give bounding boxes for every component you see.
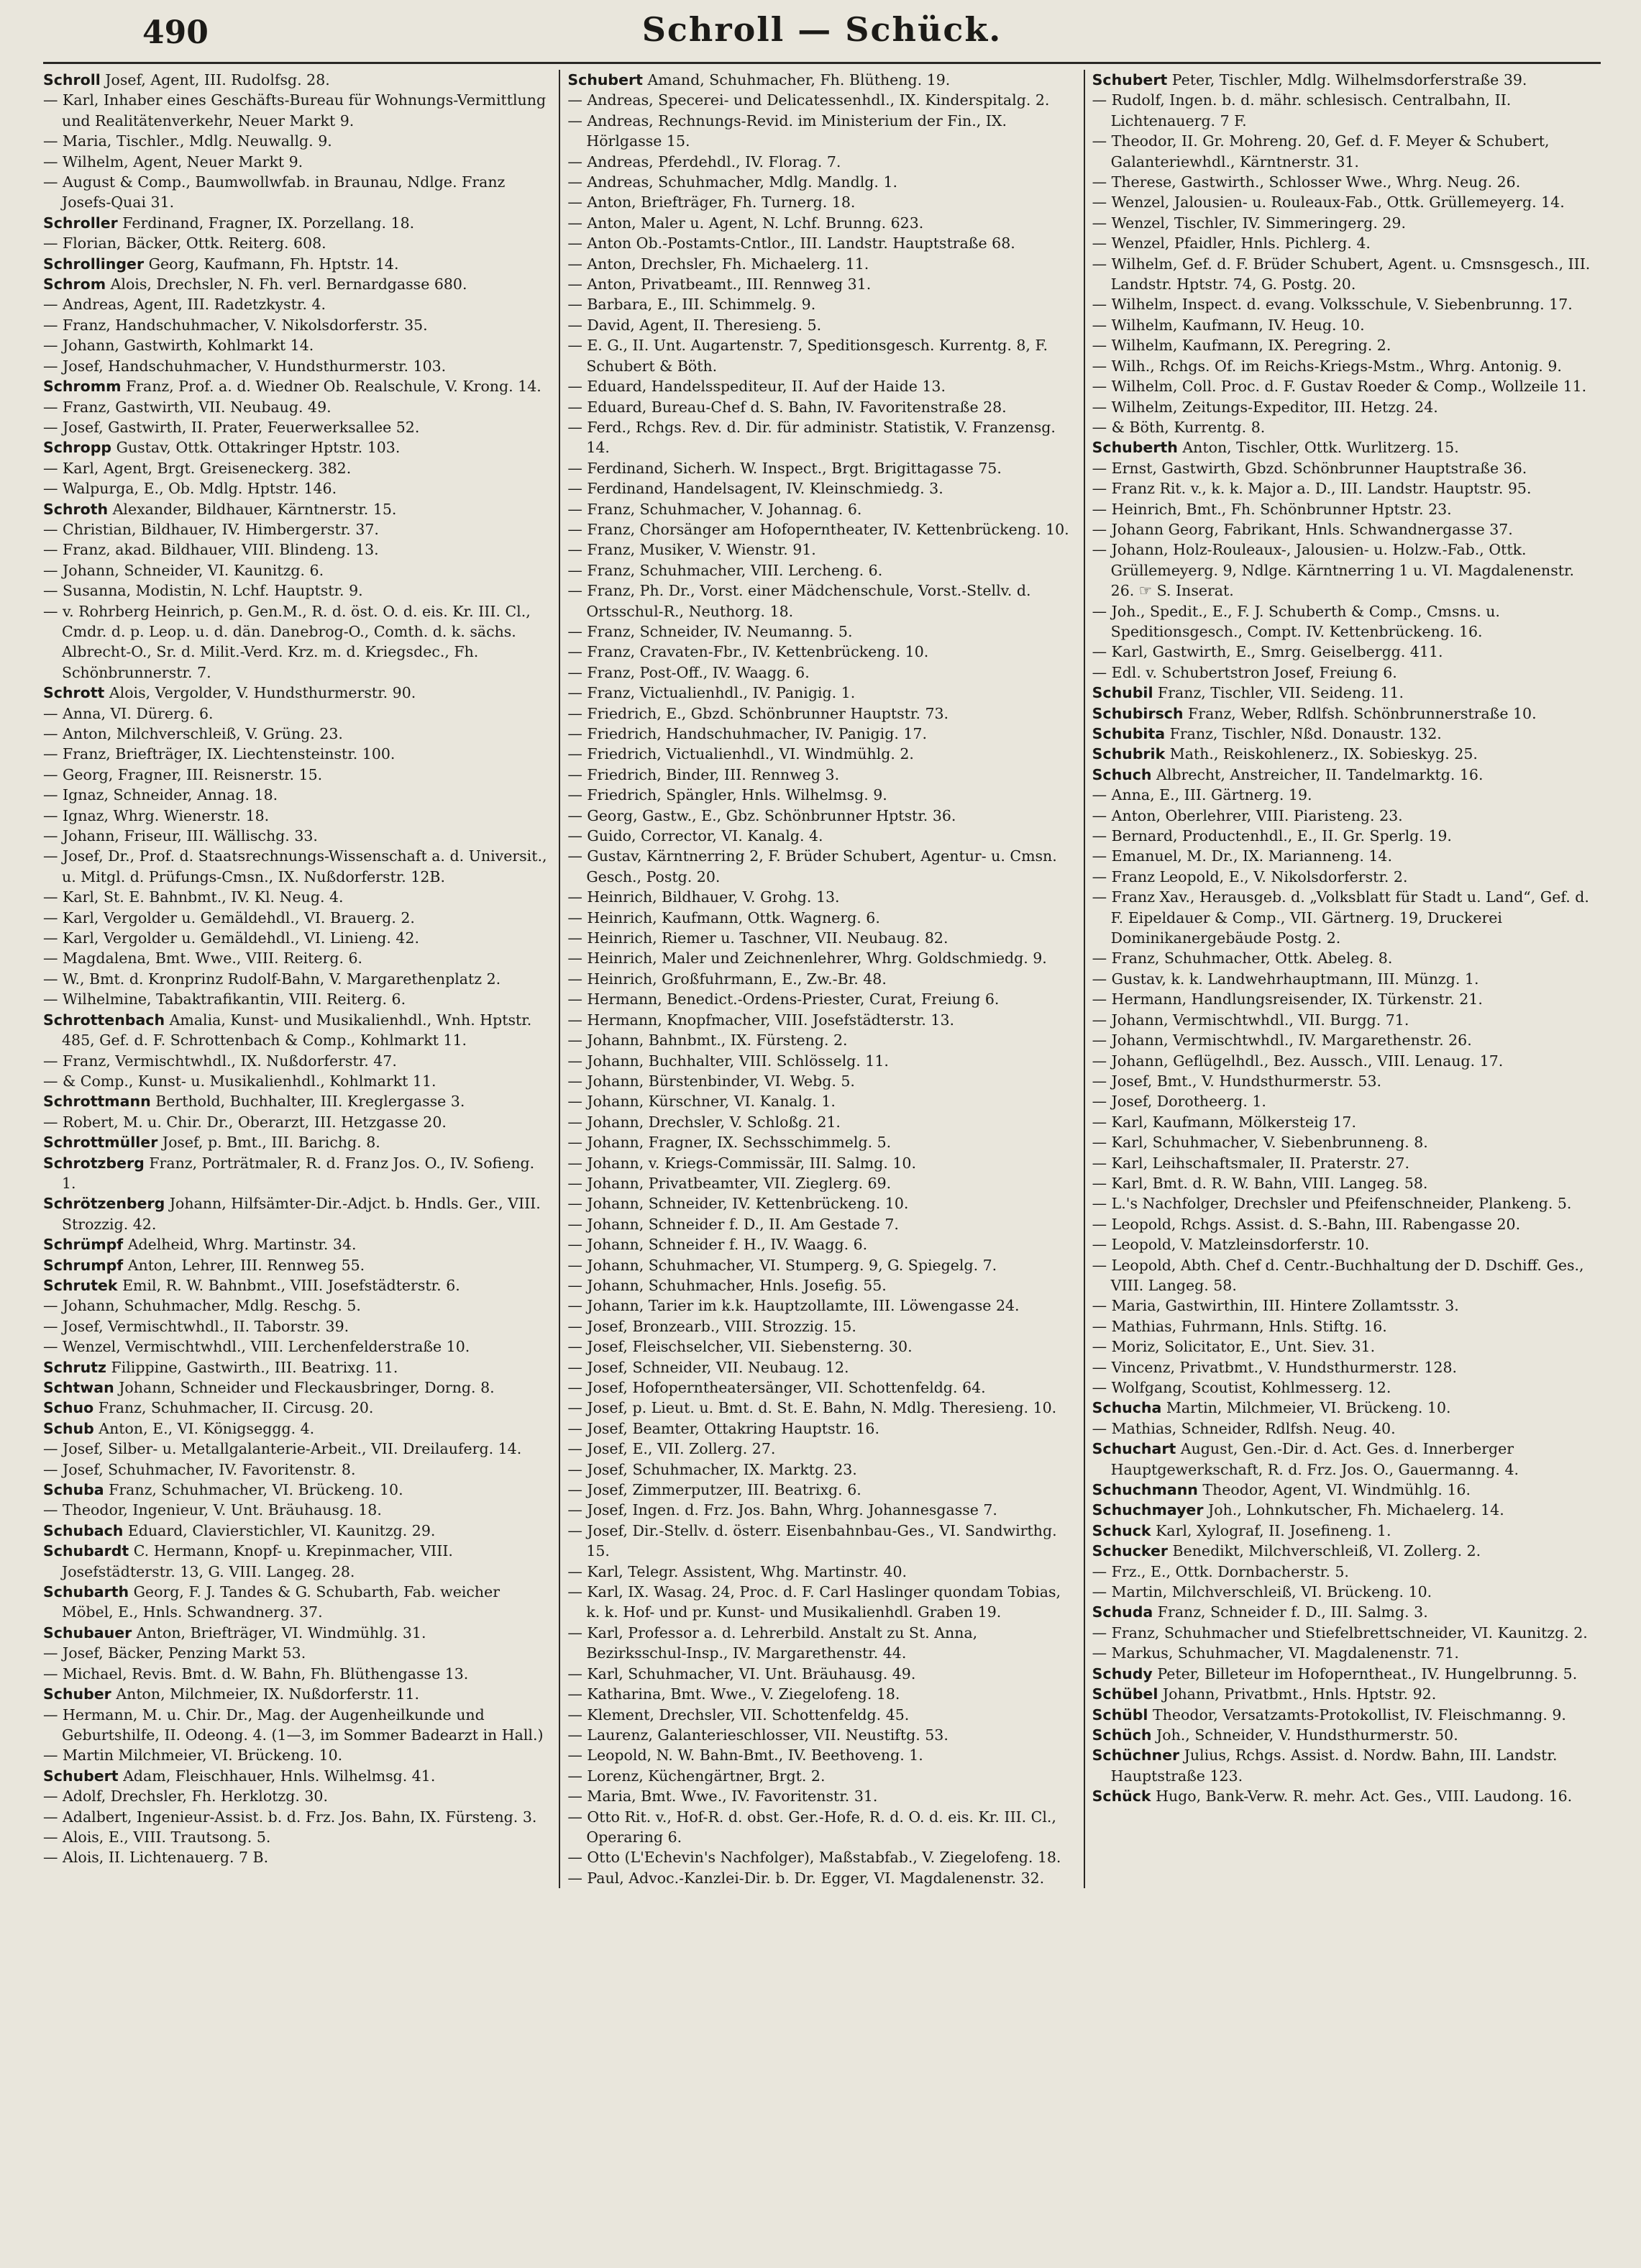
directory-entry: — E. G., II. Unt. Augartenstr. 7, Speditionsgesch. Kurrentg. 8, F. Schubert & Böth. bbox=[567, 337, 1048, 375]
directory-entry: — Frz., E., Ottk. Dornbacherstr. 5. bbox=[1092, 1562, 1349, 1580]
directory-entry: — Wilhelm, Zeitungs-Expeditor, III. Hetzg. 24. bbox=[1092, 398, 1438, 416]
directory-entry: Schroller Ferdinand, Fragner, IX. Porzellang. 18. bbox=[43, 214, 415, 232]
directory-entry: — Franz Leopold, E., V. Nikolsdorferstr. 2. bbox=[1092, 867, 1408, 885]
directory-entry: — Johann, Schneider f. D., II. Am Gestade 7. bbox=[567, 1215, 899, 1233]
directory-entry: Schubert Amand, Schuhmacher, Fh. Blütheng. 19. bbox=[567, 71, 951, 88]
directory-entry: Schubert Adam, Fleischhauer, Hnls. Wilhelmsg. 41. bbox=[43, 1767, 436, 1785]
directory-entry: — Franz, Chorsänger am Hofoperntheater, IV. Kettenbrückeng. 10. bbox=[567, 520, 1069, 538]
directory-entry: — Josef, Dorotheerg. 1. bbox=[1092, 1093, 1266, 1111]
directory-entry: — Johann, Geflügelhdl., Bez. Aussch., VIII. Lenaug. 17. bbox=[1092, 1052, 1504, 1070]
directory-entry: Schroll Josef, Agent, III. Rudolfsg. 28. bbox=[43, 71, 330, 88]
directory-entry: — Joh., Spedit., E., F. J. Schuberth & Comp., Cmsns. u. Speditionsgesch., Compt. IV. Kettenbrückeng. 16. bbox=[1092, 602, 1500, 640]
directory-entry: Schubil Franz, Tischler, VII. Seideng. 11. bbox=[1092, 684, 1404, 702]
directory-entry: Schtwan Johann, Schneider und Fleckausbringer, Dorng. 8. bbox=[43, 1379, 495, 1396]
directory-entry: — Heinrich, Riemer u. Taschner, VII. Neubaug. 82. bbox=[567, 929, 949, 947]
directory-entry: — Eduard, Bureau-Chef d. S. Bahn, IV. Favoritenstraße 28. bbox=[567, 398, 1007, 416]
directory-entry: — Josef, Bmt., V. Hundsthurmerstr. 53. bbox=[1092, 1072, 1381, 1090]
directory-entry: — Johann, Schuhmacher, Mdlg. Reschg. 5. bbox=[43, 1297, 361, 1315]
directory-entry: — Georg, Gastw., E., Gbz. Schönbrunner Hptstr. 36. bbox=[567, 806, 956, 824]
directory-entry: — Mathias, Schneider, Rdlfsh. Neug. 40. bbox=[1092, 1419, 1396, 1437]
directory-entry: Schrötzenberg Johann, Hilfsämter-Dir.-Adjct. b. Hndls. Ger., VIII. Strozzig. 42. bbox=[43, 1195, 541, 1233]
directory-entry: — Guido, Corrector, VI. Kanalg. 4. bbox=[567, 827, 823, 845]
directory-entry: Schrumpf Anton, Lehrer, III. Rennweg 55. bbox=[43, 1256, 365, 1274]
directory-entry: — Josef, Handschuhmacher, V. Hundsthurmerstr. 103. bbox=[43, 357, 447, 375]
directory-entry: Schubrik Math., Reiskohlenerz., IX. Sobieskyg. 25. bbox=[1092, 745, 1478, 763]
directory-entry: — & Böth, Kurrentg. 8. bbox=[1092, 418, 1266, 436]
directory-entry: Schubirsch Franz, Weber, Rdlfsh. Schönbrunnerstraße 10. bbox=[1092, 704, 1537, 722]
directory-entry: — Christian, Bildhauer, IV. Himbergerstr. 37. bbox=[43, 520, 379, 538]
directory-entry: — Walpurga, E., Ob. Mdlg. Hptstr. 146. bbox=[43, 480, 337, 498]
running-title: Schroll — Schück. bbox=[641, 10, 1002, 49]
directory-entry: — Karl, St. E. Bahnbmt., IV. Kl. Neug. 4. bbox=[43, 888, 344, 906]
directory-entry: Schubita Franz, Tischler, Nßd. Donaustr. 132. bbox=[1092, 725, 1442, 742]
directory-entry: — Alois, E., VIII. Trautsong. 5. bbox=[43, 1828, 271, 1846]
directory-entry: Schuda Franz, Schneider f. D., III. Salmg. 3. bbox=[1092, 1603, 1428, 1621]
directory-entry: — Mathias, Fuhrmann, Hnls. Stiftg. 16. bbox=[1092, 1317, 1387, 1335]
directory-entry: — Michael, Revis. Bmt. d. W. Bahn, Fh. Blüthengasse 13. bbox=[43, 1664, 469, 1682]
directory-entry: — Markus, Schuhmacher, VI. Magdalenenstr. 71. bbox=[1092, 1644, 1459, 1662]
directory-entry: — Moriz, Solicitator, E., Unt. Siev. 31. bbox=[1092, 1338, 1376, 1356]
directory-entry: — Friedrich, E., Gbzd. Schönbrunner Hauptstr. 73. bbox=[567, 704, 949, 722]
directory-entry: Schudy Peter, Billeteur im Hofoperntheat., IV. Hungelbrunng. 5. bbox=[1092, 1664, 1578, 1682]
directory-entry: — Johann, Schneider f. H., IV. Waagg. 6. bbox=[567, 1236, 868, 1254]
directory-entry: — Klement, Drechsler, VII. Schottenfeldg. 45. bbox=[567, 1705, 910, 1723]
directory-entry: Schrottmüller Josef, p. Bmt., III. Barichg. 8. bbox=[43, 1134, 380, 1152]
directory-entry: — Therese, Gastwirth., Schlosser Wwe., Whrg. Neug. 26. bbox=[1092, 173, 1521, 191]
directory-entry: — Johann Georg, Fabrikant, Hnls. Schwandnergasse 37. bbox=[1092, 520, 1513, 538]
directory-entry: — Johann, Schuhmacher, Hnls. Josefig. 55. bbox=[567, 1276, 887, 1294]
directory-entry: — Johann, Drechsler, V. Schloßg. 21. bbox=[567, 1113, 841, 1131]
directory-entry: — Wilhelm, Kaufmann, IV. Heug. 10. bbox=[1092, 316, 1365, 334]
directory-entry: — Theodor, Ingenieur, V. Unt. Bräuhausg. 18. bbox=[43, 1501, 382, 1519]
directory-entry: Schrutek Emil, R. W. Bahnbmt., VIII. Josefstädterstr. 6. bbox=[43, 1276, 460, 1294]
directory-entry: — Karl, Schuhmacher, V. Siebenbrunneng. 8. bbox=[1092, 1134, 1428, 1152]
directory-entry: Schrott Alois, Vergolder, V. Hundsthurmerstr. 90. bbox=[43, 684, 416, 702]
directory-entry: — Edl. v. Schubertstron Josef, Freiung 6. bbox=[1092, 663, 1397, 681]
directory-entry: Schucker Benedikt, Milchverschleiß, VI. Zollerg. 2. bbox=[1092, 1542, 1481, 1560]
directory-entry: Schuo Franz, Schuhmacher, II. Circusg. 20. bbox=[43, 1399, 374, 1417]
directory-entry: — Ferdinand, Sicherh. W. Inspect., Brgt. Brigittagasse 75. bbox=[567, 459, 1002, 477]
directory-entry: — Josef, Schneider, VII. Neubaug. 12. bbox=[567, 1358, 849, 1376]
directory-entry: — Johann, Privatbeamter, VII. Zieglerg. 69. bbox=[567, 1174, 892, 1192]
directory-entry: — Franz Xav., Herausgeb. d. „Volksblatt für Stadt u. Land“, Gef. d. F. Eipeldauer & Comp., VII. Gärtnerg. 19, Druckerei Dominikanergebäude Postg. 2. bbox=[1092, 888, 1589, 947]
directory-entry: — Wenzel, Vermischtwhdl., VIII. Lerchenfelderstraße 10. bbox=[43, 1338, 470, 1356]
directory-entry: — Karl, IX. Wasag. 24, Proc. d. F. Carl Haslinger quondam Tobias, k. k. Hof- und pr. Kunst- und Musikalienhdl. Graben 19. bbox=[567, 1583, 1061, 1621]
directory-entry: — Johann, Bahnbmt., IX. Fürsteng. 2. bbox=[567, 1031, 848, 1049]
directory-entry: — Anna, E., III. Gärtnerg. 19. bbox=[1092, 786, 1312, 804]
directory-entry: — Andreas, Specerei- und Delicatessenhdl., IX. Kinderspitalg. 2. bbox=[567, 91, 1050, 109]
directory-entry: — Franz, Vermischtwhdl., IX. Nußdorferstr. 47. bbox=[43, 1052, 397, 1070]
directory-entry: — Josef, Dir.-Stellv. d. österr. Eisenbahnbau-Ges., VI. Sandwirthg. 15. bbox=[567, 1521, 1057, 1560]
directory-entry: — Adolf, Drechsler, Fh. Herklotzg. 30. bbox=[43, 1787, 328, 1805]
directory-entry: Schück Hugo, Bank-Verw. R. mehr. Act. Ges., VIII. Laudong. 16. bbox=[1092, 1787, 1573, 1805]
directory-entry: — Karl, Schuhmacher, VI. Unt. Bräuhausg. 49. bbox=[567, 1664, 916, 1682]
columns bbox=[43, 70, 1601, 1888]
directory-entry: — Andreas, Agent, III. Radetzkystr. 4. bbox=[43, 296, 326, 314]
directory-entry: — Josef, Gastwirth, II. Prater, Feuerwerksallee 52. bbox=[43, 418, 420, 436]
directory-entry: Schübel Johann, Privatbmt., Hnls. Hptstr. 92. bbox=[1092, 1685, 1437, 1703]
directory-entry: — Wilhelm, Kaufmann, IX. Peregring. 2. bbox=[1092, 337, 1391, 355]
directory-entry: — Karl, Telegr. Assistent, Whg. Martinstr. 40. bbox=[567, 1562, 908, 1580]
directory-entry: — Laurenz, Galanterieschlosser, VII. Neustiftg. 53. bbox=[567, 1726, 949, 1744]
directory-entry: — Josef, Bronzearb., VIII. Strozzig. 15. bbox=[567, 1317, 856, 1335]
directory-entry: — Alois, II. Lichtenauerg. 7 B. bbox=[43, 1849, 269, 1867]
directory-entry: — Anton, Briefträger, Fh. Turnerg. 18. bbox=[567, 193, 856, 211]
directory-entry: — W., Bmt. d. Kronprinz Rudolf-Bahn, V. Margarethenplatz 2. bbox=[43, 970, 501, 988]
directory-entry: — Josef, Vermischtwhdl., II. Taborstr. 39. bbox=[43, 1317, 349, 1335]
directory-entry: — Martin, Milchverschleiß, VI. Brückeng. 10. bbox=[1092, 1583, 1432, 1601]
directory-entry: — Anton, Milchverschleiß, V. Grüng. 23. bbox=[43, 725, 343, 742]
directory-entry: — Friedrich, Spängler, Hnls. Wilhelmsg. 9. bbox=[567, 786, 887, 804]
directory-entry: — Johann, v. Kriegs-Commissär, III. Salmg. 10. bbox=[567, 1154, 916, 1172]
directory-entry: — Josef, Silber- u. Metallgalanterie-Arbeit., VII. Dreilauferg. 14. bbox=[43, 1440, 522, 1458]
directory-entry: — Franz, Post-Off., IV. Waagg. 6. bbox=[567, 663, 810, 681]
directory-entry: — Josef, Bäcker, Penzing Markt 53. bbox=[43, 1644, 306, 1662]
column-middle bbox=[559, 70, 1076, 1888]
directory-entry: — Hermann, M. u. Chir. Dr., Mag. der Augenheilkunde und Geburtshilfe, II. Odeong. 4. (1—3, im Sommer Badearzt in Hall.) bbox=[43, 1705, 544, 1744]
directory-entry: Schrutz Filippine, Gastwirth., III. Beatrixg. 11. bbox=[43, 1358, 398, 1376]
directory-entry: — Heinrich, Maler und Zeichnenlehrer, Whrg. Goldschmiedg. 9. bbox=[567, 949, 1047, 967]
directory-entry: — Franz, Ph. Dr., Vorst. einer Mädchenschule, Vorst.-Stellv. d. Ortsschul-R., Neuthorg. 18. bbox=[567, 582, 1031, 620]
directory-entry: Schrollinger Georg, Kaufmann, Fh. Hptstr. 14. bbox=[43, 255, 399, 273]
directory-entry: — Josef, Schuhmacher, IV. Favoritenstr. 8. bbox=[43, 1460, 356, 1478]
directory-entry: — Ignaz, Whrg. Wienerstr. 18. bbox=[43, 806, 270, 824]
directory-entry: Schubauer Anton, Briefträger, VI. Windmühlg. 31. bbox=[43, 1623, 426, 1641]
directory-entry: — Otto (L'Echevin's Nachfolger), Maßstabfab., V. Ziegelofeng. 18. bbox=[567, 1849, 1061, 1867]
directory-entry: Schubach Eduard, Clavierstichler, VI. Kaunitzg. 29. bbox=[43, 1521, 436, 1539]
directory-entry: Schuch Albrecht, Anstreicher, II. Tandelmarktg. 16. bbox=[1092, 765, 1484, 783]
directory-entry: — Franz, Schneider, IV. Neumanng. 5. bbox=[567, 622, 853, 640]
directory-entry: — Magdalena, Bmt. Wwe., VIII. Reiterg. 6. bbox=[43, 949, 363, 967]
directory-entry: — Franz, Cravaten-Fbr., IV. Kettenbrückeng. 10. bbox=[567, 643, 929, 661]
directory-entry: — Susanna, Modistin, N. Lchf. Hauptstr. 9. bbox=[43, 582, 363, 600]
directory-entry: Schrottmann Berthold, Buchhalter, III. Kreglergasse 3. bbox=[43, 1093, 465, 1111]
directory-entry: — Anna, VI. Dürerg. 6. bbox=[43, 704, 214, 722]
directory-entry: — Gustav, k. k. Landwehrhauptmann, III. Münzg. 1. bbox=[1092, 970, 1479, 988]
directory-entry: — Ferdinand, Handelsagent, IV. Kleinschmiedg. 3. bbox=[567, 480, 943, 498]
directory-entry: — Paul, Advoc.-Kanzlei-Dir. b. Dr. Egger, VI. Magdalenenstr. 32. bbox=[567, 1869, 1045, 1887]
directory-entry: — Andreas, Rechnungs-Revid. im Ministerium der Fin., IX. Hörlgasse 15. bbox=[567, 111, 1007, 150]
directory-entry: — Robert, M. u. Chir. Dr., Oberarzt, III. Hetzgasse 20. bbox=[43, 1113, 447, 1131]
directory-entry: Schrottenbach Amalia, Kunst- und Musikalienhdl., Wnh. Hptstr. 485, Gef. d. F. Schrottenbach & Comp., Kohlmarkt 11. bbox=[43, 1011, 532, 1049]
directory-entry: — Ferd., Rchgs. Rev. d. Dir. für administr. Statistik, V. Franzensg. 14. bbox=[567, 418, 1056, 457]
directory-entry: — Johann, Fragner, IX. Sechsschimmelg. 5. bbox=[567, 1134, 892, 1152]
directory-entry: — Karl, Professor a. d. Lehrerbild. Anstalt zu St. Anna, Bezirksschul-Insp., IV. Margarethenstr. 44. bbox=[567, 1623, 978, 1662]
directory-entry: — Hermann, Handlungsreisender, IX. Türkenstr. 21. bbox=[1092, 990, 1483, 1008]
directory-entry: — Johann, Schuhmacher, VI. Stumperg. 9, G. Spiegelg. 7. bbox=[567, 1256, 997, 1274]
directory-entry: — Franz, Schuhmacher, V. Johannag. 6. bbox=[567, 500, 862, 518]
directory-entry: Schüchner Julius, Rchgs. Assist. d. Nordw. Bahn, III. Landstr. Hauptstraße 123. bbox=[1092, 1746, 1558, 1785]
page-number: 490 bbox=[142, 14, 209, 51]
directory-entry: — August & Comp., Baumwollwfab. in Braunau, Ndlge. Franz Josefs-Quai 31. bbox=[43, 173, 506, 211]
directory-entry: — Johann, Friseur, III. Wällischg. 33. bbox=[43, 827, 318, 845]
directory-entry: — Wilh., Rchgs. Of. im Reichs-Kriegs-Mstm., Whrg. Antonig. 9. bbox=[1092, 357, 1562, 375]
directory-entry: Schubarth Georg, F. J. Tandes & G. Schubarth, Fab. weicher Möbel, E., Hnls. Schwandnerg. 37. bbox=[43, 1583, 500, 1621]
directory-entry: — Johann, Kürschner, VI. Kanalg. 1. bbox=[567, 1093, 836, 1111]
directory-entry: — Josef, Dr., Prof. d. Staatsrechnungs-Wissenschaft a. d. Universit., u. Mitgl. d. Prüfungs-Cmsn., IX. Nußdorferstr. 12B. bbox=[43, 847, 547, 885]
column-left bbox=[43, 70, 552, 1888]
directory-entry: — Franz, Handschuhmacher, V. Nikolsdorferstr. 35. bbox=[43, 316, 428, 334]
directory-entry: — Friedrich, Handschuhmacher, IV. Panigig. 17. bbox=[567, 725, 927, 742]
directory-entry: — Wilhelm, Coll. Proc. d. F. Gustav Roeder & Comp., Wollzeile 11. bbox=[1092, 378, 1587, 396]
directory-entry: — Josef, E., VII. Zollerg. 27. bbox=[567, 1440, 776, 1458]
directory-entry: — Wenzel, Pfaidler, Hnls. Pichlerg. 4. bbox=[1092, 234, 1371, 252]
directory-entry: — Wenzel, Tischler, IV. Simmeringerg. 29. bbox=[1092, 214, 1406, 232]
directory-entry: — Karl, Vergolder u. Gemäldehdl., VI. Linieng. 42. bbox=[43, 929, 419, 947]
directory-entry: — David, Agent, II. Theresieng. 5. bbox=[567, 316, 822, 334]
directory-entry: — Franz, Victualienhdl., IV. Panigig. 1. bbox=[567, 684, 856, 702]
directory-entry: Schrom Alois, Drechsler, N. Fh. verl. Bernardgasse 680. bbox=[43, 275, 467, 293]
directory-entry: — Johann, Vermischtwhdl., VII. Burgg. 71. bbox=[1092, 1011, 1409, 1029]
directory-entry: — Karl, Kaufmann, Mölkersteig 17. bbox=[1092, 1113, 1356, 1131]
directory-entry: Schuck Karl, Xylograf, II. Josefineng. 1. bbox=[1092, 1521, 1391, 1539]
directory-entry: — Johann, Schneider, VI. Kaunitzg. 6. bbox=[43, 561, 324, 579]
directory-entry: Schroth Alexander, Bildhauer, Kärntnerstr. 15. bbox=[43, 500, 397, 518]
directory-entry: Schropp Gustav, Ottk. Ottakringer Hptstr. 103. bbox=[43, 439, 401, 457]
directory-entry: — Karl, Vergolder u. Gemäldehdl., VI. Brauerg. 2. bbox=[43, 908, 415, 926]
directory-entry: Schuchart August, Gen.-Dir. d. Act. Ges. d. Innerberger Hauptgewerkschaft, R. d. Frz. Jos. O., Gauermanng. 4. bbox=[1092, 1440, 1519, 1478]
directory-entry: — v. Rohrberg Heinrich, p. Gen.M., R. d. öst. O. d. eis. Kr. III. Cl., Cmdr. d. p. Leop. u. d. dän. Danebrog-O., Comth. d. k. sächs. Albrecht-O., Sr. d. Milit.-Verd. Krz. m. d. Kriegsdec., Fh. Schönbrunnerstr. 7. bbox=[43, 602, 531, 681]
directory-entry: — Andreas, Schuhmacher, Mdlg. Mandlg. 1. bbox=[567, 173, 898, 191]
directory-entry: — L.'s Nachfolger, Drechsler und Pfeifenschneider, Plankeng. 5. bbox=[1092, 1195, 1572, 1213]
directory-entry: Schromm Franz, Prof. a. d. Wiedner Ob. Realschule, V. Krong. 14. bbox=[43, 378, 541, 396]
directory-entry: — Lorenz, Küchengärtner, Brgt. 2. bbox=[567, 1767, 826, 1785]
directory-entry: — Anton Ob.-Postamts-Cntlor., III. Landstr. Hauptstraße 68. bbox=[567, 234, 1015, 252]
directory-entry: — Josef, p. Lieut. u. Bmt. d. St. E. Bahn, N. Mdlg. Theresieng. 10. bbox=[567, 1399, 1057, 1417]
directory-entry: — Franz, Briefträger, IX. Liechtensteinstr. 100. bbox=[43, 745, 396, 763]
directory-entry: — Josef, Hofoperntheatersänger, VII. Schottenfeldg. 64. bbox=[567, 1379, 986, 1396]
directory-entry: — Franz, Schuhmacher, VIII. Lercheng. 6. bbox=[567, 561, 883, 579]
directory-entry: Schubert Peter, Tischler, Mdlg. Wilhelmsdorferstraße 39. bbox=[1092, 71, 1527, 88]
directory-entry: — Franz, Gastwirth, VII. Neubaug. 49. bbox=[43, 398, 332, 416]
directory-entry: — Leopold, V. Matzleinsdorferstr. 10. bbox=[1092, 1236, 1370, 1254]
directory-entry: — Johann, Holz-Rouleaux-, Jalousien- u. Holzw.-Fab., Ottk. Grüllemeyerg. 9, Ndlge. Kärntnerring 1 u. VI. Magdalenenstr. 26. ☞ S. Inserat. bbox=[1092, 541, 1575, 600]
directory-entry: — Josef, Beamter, Ottakring Hauptstr. 16. bbox=[567, 1419, 879, 1437]
directory-entry: — Franz, Schuhmacher und Stiefelbrettschneider, VI. Kaunitzg. 2. bbox=[1092, 1623, 1588, 1641]
directory-entry: — Josef, Schuhmacher, IX. Marktg. 23. bbox=[567, 1460, 857, 1478]
directory-entry: Schucha Martin, Milchmeier, VI. Brückeng. 10. bbox=[1092, 1399, 1451, 1417]
directory-entry: — Hermann, Knopfmacher, VIII. Josefstädterstr. 13. bbox=[567, 1011, 955, 1029]
directory-entry: — Vincenz, Privatbmt., V. Hundsthurmerstr. 128. bbox=[1092, 1358, 1458, 1376]
directory-entry: — Anton, Maler u. Agent, N. Lchf. Brunng. 623. bbox=[567, 214, 924, 232]
directory-entry: — Maria, Gastwirthin, III. Hintere Zollamtsstr. 3. bbox=[1092, 1297, 1459, 1315]
directory-entry: — Otto Rit. v., Hof-R. d. obst. Ger.-Hofe, R. d. O. d. eis. Kr. III. Cl., Operaring 6. bbox=[567, 1808, 1056, 1846]
directory-entry: — Maria, Tischler., Mdlg. Neuwallg. 9. bbox=[43, 132, 332, 150]
directory-entry: — Friedrich, Victualienhdl., VI. Windmühlg. 2. bbox=[567, 745, 914, 763]
page-header bbox=[43, 10, 1601, 64]
directory-entry: — Wilhelmine, Tabaktrafikantin, VIII. Reiterg. 6. bbox=[43, 990, 406, 1008]
directory-entry: — Leopold, Abth. Chef d. Centr.-Buchhaltung der D. Dschiff. Ges., VIII. Langeg. 58. bbox=[1092, 1256, 1584, 1294]
directory-entry: — Hermann, Benedict.-Ordens-Priester, Curat, Freiung 6. bbox=[567, 990, 1000, 1008]
column-right bbox=[1084, 70, 1601, 1888]
directory-entry: — Adalbert, Ingenieur-Assist. b. d. Frz. Jos. Bahn, IX. Fürsteng. 3. bbox=[43, 1808, 537, 1826]
directory-entry: — Rudolf, Ingen. b. d. mähr. schlesisch. Centralbahn, II. Lichtenauerg. 7 F. bbox=[1092, 91, 1512, 129]
directory-entry: Schrotzberg Franz, Porträtmaler, R. d. Franz Jos. O., IV. Sofieng. 1. bbox=[43, 1154, 535, 1192]
directory-entry: Schüch Joh., Schneider, V. Hundsthurmerstr. 50. bbox=[1092, 1726, 1458, 1744]
directory-entry: — Florian, Bäcker, Ottk. Reiterg. 608. bbox=[43, 234, 326, 252]
directory-entry: — Emanuel, M. Dr., IX. Marianneng. 14. bbox=[1092, 847, 1392, 865]
directory-entry: Schuberth Anton, Tischler, Ottk. Wurlitzerg. 15. bbox=[1092, 439, 1459, 457]
directory-entry: — Leopold, Rchgs. Assist. d. S.-Bahn, III. Rabengasse 20. bbox=[1092, 1215, 1521, 1233]
directory-entry: — Johann, Vermischtwhdl., IV. Margarethenstr. 26. bbox=[1092, 1031, 1472, 1049]
directory-entry: — Wenzel, Jalousien- u. Rouleaux-Fab., Ottk. Grüllemeyerg. 14. bbox=[1092, 193, 1565, 211]
directory-entry: — Georg, Fragner, III. Reisnerstr. 15. bbox=[43, 765, 323, 783]
directory-entry: — Theodor, II. Gr. Mohreng. 20, Gef. d. F. Meyer & Schubert, Galanteriewhdl., Kärntnerstr. 31. bbox=[1092, 132, 1550, 170]
directory-entry: — Wilhelm, Gef. d. F. Brüder Schubert, Agent. u. Cmsnsgesch., III. Landstr. Hptstr. 74, G. Postg. 20. bbox=[1092, 255, 1591, 293]
directory-entry: — Ernst, Gastwirth, Gbzd. Schönbrunner Hauptstraße 36. bbox=[1092, 459, 1527, 477]
directory-entry: — Eduard, Handelsspediteur, II. Auf der Haide 13. bbox=[567, 378, 946, 396]
directory-entry: Schubardt C. Hermann, Knopf- u. Krepinmacher, VIII. Josefstädterstr. 13, G. VIII. Langeg. 28. bbox=[43, 1542, 453, 1580]
directory-entry: — Johann, Tarier im k.k. Hauptzollamte, III. Löwengasse 24. bbox=[567, 1297, 1020, 1315]
directory-entry: Schuchmann Theodor, Agent, VI. Windmühlg. 16. bbox=[1092, 1481, 1471, 1499]
directory-entry: — Leopold, N. W. Bahn-Bmt., IV. Beethoveng. 1. bbox=[567, 1746, 923, 1764]
directory-entry: — Heinrich, Bmt., Fh. Schönbrunner Hptstr. 23. bbox=[1092, 500, 1452, 518]
directory-entry: — Katharina, Bmt. Wwe., V. Ziegelofeng. 18. bbox=[567, 1685, 900, 1703]
directory-entry: — Johann, Buchhalter, VIII. Schlösselg. 11. bbox=[567, 1052, 889, 1070]
directory-entry: — Heinrich, Bildhauer, V. Grohg. 13. bbox=[567, 888, 840, 906]
directory-entry: — Franz Rit. v., k. k. Major a. D., III. Landstr. Hauptstr. 95. bbox=[1092, 480, 1532, 498]
directory-entry: Schrümpf Adelheid, Whrg. Martinstr. 34. bbox=[43, 1236, 357, 1254]
directory-entry: Schub Anton, E., VI. Königseggg. 4. bbox=[43, 1419, 315, 1437]
directory-entry: — Karl, Inhaber eines Geschäfts-Bureau für Wohnungs-Vermittlung und Realitätenverkehr, Neuer Markt 9. bbox=[43, 91, 547, 129]
directory-entry: — Martin Milchmeier, VI. Brückeng. 10. bbox=[43, 1746, 343, 1764]
directory-entry: — Johann, Bürstenbinder, VI. Webg. 5. bbox=[567, 1072, 855, 1090]
directory-entry: — Anton, Oberlehrer, VIII. Piaristeng. 23. bbox=[1092, 806, 1403, 824]
directory-entry: — Karl, Gastwirth, E., Smrg. Geiselbergg. 411. bbox=[1092, 643, 1443, 661]
directory-entry: — Maria, Bmt. Wwe., IV. Favoritenstr. 31. bbox=[567, 1787, 878, 1805]
directory-entry: — Karl, Bmt. d. R. W. Bahn, VIII. Langeg. 58. bbox=[1092, 1174, 1428, 1192]
directory-entry: — Wilhelm, Inspect. d. evang. Volksschule, V. Siebenbrunng. 17. bbox=[1092, 296, 1573, 314]
directory-entry: — Josef, Zimmerputzer, III. Beatrixg. 6. bbox=[567, 1481, 861, 1499]
directory-entry: — Johann, Gastwirth, Kohlmarkt 14. bbox=[43, 337, 314, 355]
directory-entry: — Andreas, Pferdehdl., IV. Florag. 7. bbox=[567, 152, 841, 170]
directory-entry: — & Comp., Kunst- u. Musikalienhdl., Kohlmarkt 11. bbox=[43, 1072, 436, 1090]
directory-entry: — Karl, Leihschaftsmaler, II. Praterstr. 27. bbox=[1092, 1154, 1409, 1172]
directory-entry: — Anton, Privatbeamt., III. Rennweg 31. bbox=[567, 275, 872, 293]
directory-entry: — Friedrich, Binder, III. Rennweg 3. bbox=[567, 765, 840, 783]
directory-entry: — Heinrich, Kaufmann, Ottk. Wagnerg. 6. bbox=[567, 908, 880, 926]
directory-entry: — Heinrich, Großfuhrmann, E., Zw.-Br. 48. bbox=[567, 970, 887, 988]
directory-entry: — Johann, Schneider, IV. Kettenbrückeng. 10. bbox=[567, 1195, 909, 1213]
directory-entry: — Gustav, Kärntnerring 2, F. Brüder Schubert, Agentur- u. Cmsn. Gesch., Postg. 20. bbox=[567, 847, 1057, 885]
directory-entry: — Josef, Ingen. d. Frz. Jos. Bahn, Whrg. Johannesgasse 7. bbox=[567, 1501, 997, 1519]
directory-entry: — Ignaz, Schneider, Annag. 18. bbox=[43, 786, 278, 804]
directory-entry: — Franz, Schuhmacher, Ottk. Abeleg. 8. bbox=[1092, 949, 1393, 967]
directory-entry: Schübl Theodor, Versatzamts-Protokollist, IV. Fleischmanng. 9. bbox=[1092, 1705, 1566, 1723]
directory-entry: — Bernard, Productenhdl., E., II. Gr. Sperlg. 19. bbox=[1092, 827, 1452, 845]
directory-entry: Schuba Franz, Schuhmacher, VI. Brückeng. 10. bbox=[43, 1481, 403, 1499]
directory-entry: Schuchmayer Joh., Lohnkutscher, Fh. Michaelerg. 14. bbox=[1092, 1501, 1504, 1519]
directory-entry: — Franz, akad. Bildhauer, VIII. Blindeng. 13. bbox=[43, 541, 379, 559]
directory-entry: — Wilhelm, Agent, Neuer Markt 9. bbox=[43, 152, 303, 170]
directory-entry: Schuber Anton, Milchmeier, IX. Nußdorferstr. 11. bbox=[43, 1685, 420, 1703]
directory-entry: — Anton, Drechsler, Fh. Michaelerg. 11. bbox=[567, 255, 869, 273]
directory-entry: — Wolfgang, Scoutist, Kohlmesserg. 12. bbox=[1092, 1379, 1391, 1396]
directory-entry: — Barbara, E., III. Schimmelg. 9. bbox=[567, 296, 816, 314]
directory-entry: — Franz, Musiker, V. Wienstr. 91. bbox=[567, 541, 816, 559]
directory-entry: — Josef, Fleischselcher, VII. Siebensterng. 30. bbox=[567, 1338, 913, 1356]
directory-entry: — Karl, Agent, Brgt. Greiseneckerg. 382. bbox=[43, 459, 352, 477]
